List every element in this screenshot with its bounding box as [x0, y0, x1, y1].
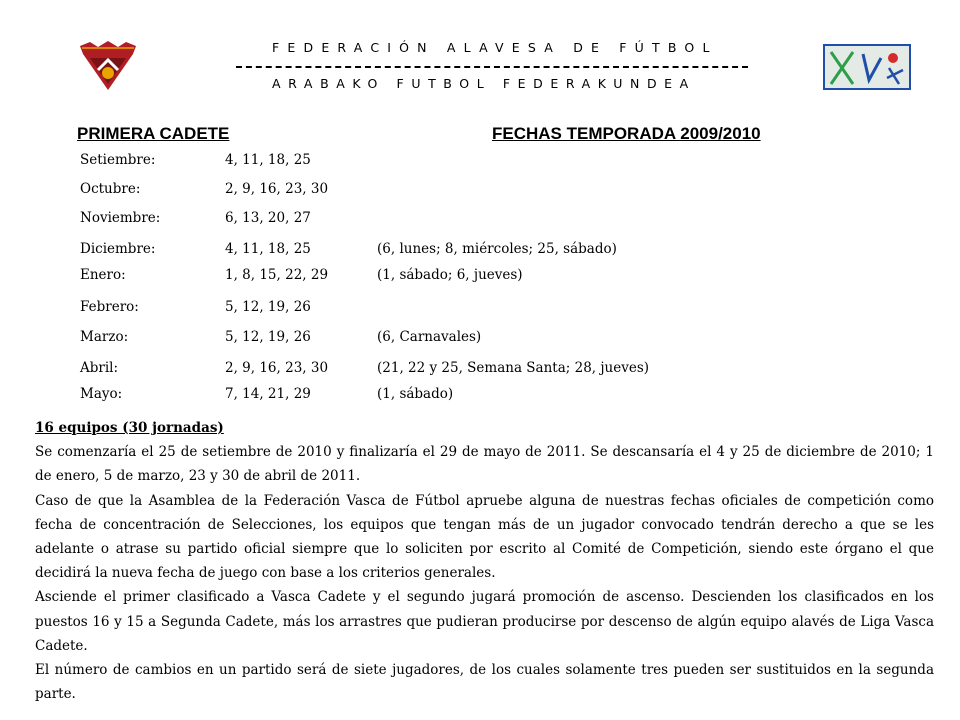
date-note: (6, Carnavales)	[377, 329, 482, 345]
match-dates: 1, 8, 15, 22, 29	[225, 267, 329, 283]
futsal-logo-icon	[823, 44, 911, 90]
match-dates: 4, 11, 18, 25	[225, 152, 311, 168]
rules-paragraph: El número de cambios en un partido será de siete jugadores, de los cuales solamente tres pueden ser sustituidos en la segunda parte.	[35, 662, 934, 703]
month-label: Enero:	[80, 267, 126, 283]
match-dates: 6, 13, 20, 27	[225, 210, 311, 226]
match-dates: 5, 12, 19, 26	[225, 299, 311, 315]
match-dates: 5, 12, 19, 26	[225, 329, 311, 345]
month-label: Febrero:	[80, 299, 139, 315]
season-title: FECHAS TEMPORADA 2009/2010	[492, 124, 761, 143]
month-label: Octubre:	[80, 181, 141, 197]
match-dates: 4, 11, 18, 25	[225, 241, 311, 257]
letterhead	[0, 0, 960, 100]
match-dates: 2, 9, 16, 23, 30	[225, 360, 329, 376]
month-label: Diciembre:	[80, 241, 156, 257]
teams-subtitle: 16 equipos (30 jornadas)	[35, 420, 224, 436]
month-label: Marzo:	[80, 329, 129, 345]
match-dates: 7, 14, 21, 29	[225, 386, 311, 402]
date-note: (1, sábado)	[377, 386, 454, 402]
federation-crest-icon	[76, 40, 140, 92]
competition-rules	[35, 416, 934, 706]
federation-name-basque: ARABAKO FUTBOL FEDERAKUNDEA	[272, 76, 696, 91]
rules-paragraph: Caso de que la Asamblea de la Federación Vasca de Fútbol apruebe alguna de nuestras fechas oficiales de competición como fecha de concentración de Selecciones, los equipos que tengan más de un jugador convocado tendrán derecho a que se les adelante o atrase su partido oficial siempre que lo soliciten por escrito al Comité de Competición, siendo este órgano el que decidirá la nueva fecha de juego con base a los criterios generales.	[35, 492, 934, 582]
month-label: Noviembre:	[80, 210, 161, 226]
federation-name-spanish: FEDERACIÓN ALAVESA DE FÚTBOL	[272, 40, 718, 55]
date-note: (21, 22 y 25, Semana Santa; 28, jueves)	[377, 360, 650, 376]
month-label: Abril:	[80, 360, 119, 376]
date-note: (1, sábado; 6, jueves)	[377, 267, 523, 283]
month-label: Setiembre:	[80, 152, 156, 168]
rules-paragraph: Se comenzaría el 25 de setiembre de 2010 y finalizaría el 29 de mayo de 2011. Se descansaría el 4 y 25 de diciembre de 2010; 1 de enero, 5 de marzo, 23 y 30 de abril de 2011.	[35, 444, 934, 485]
month-label: Mayo:	[80, 386, 123, 402]
header-divider	[236, 66, 748, 68]
date-note: (6, lunes; 8, miércoles; 25, sábado)	[377, 241, 617, 257]
category-title: PRIMERA CADETE	[77, 124, 230, 143]
match-dates: 2, 9, 16, 23, 30	[225, 181, 329, 197]
rules-paragraph: Asciende el primer clasificado a Vasca Cadete y el segundo jugará promoción de ascenso. Descienden los clasificados en los puestos 16 y 15 a Segunda Cadete, más los arrastres que pudieran producirse por descenso de algún equipo alavés de Liga Vasca Cadete.	[35, 589, 934, 654]
